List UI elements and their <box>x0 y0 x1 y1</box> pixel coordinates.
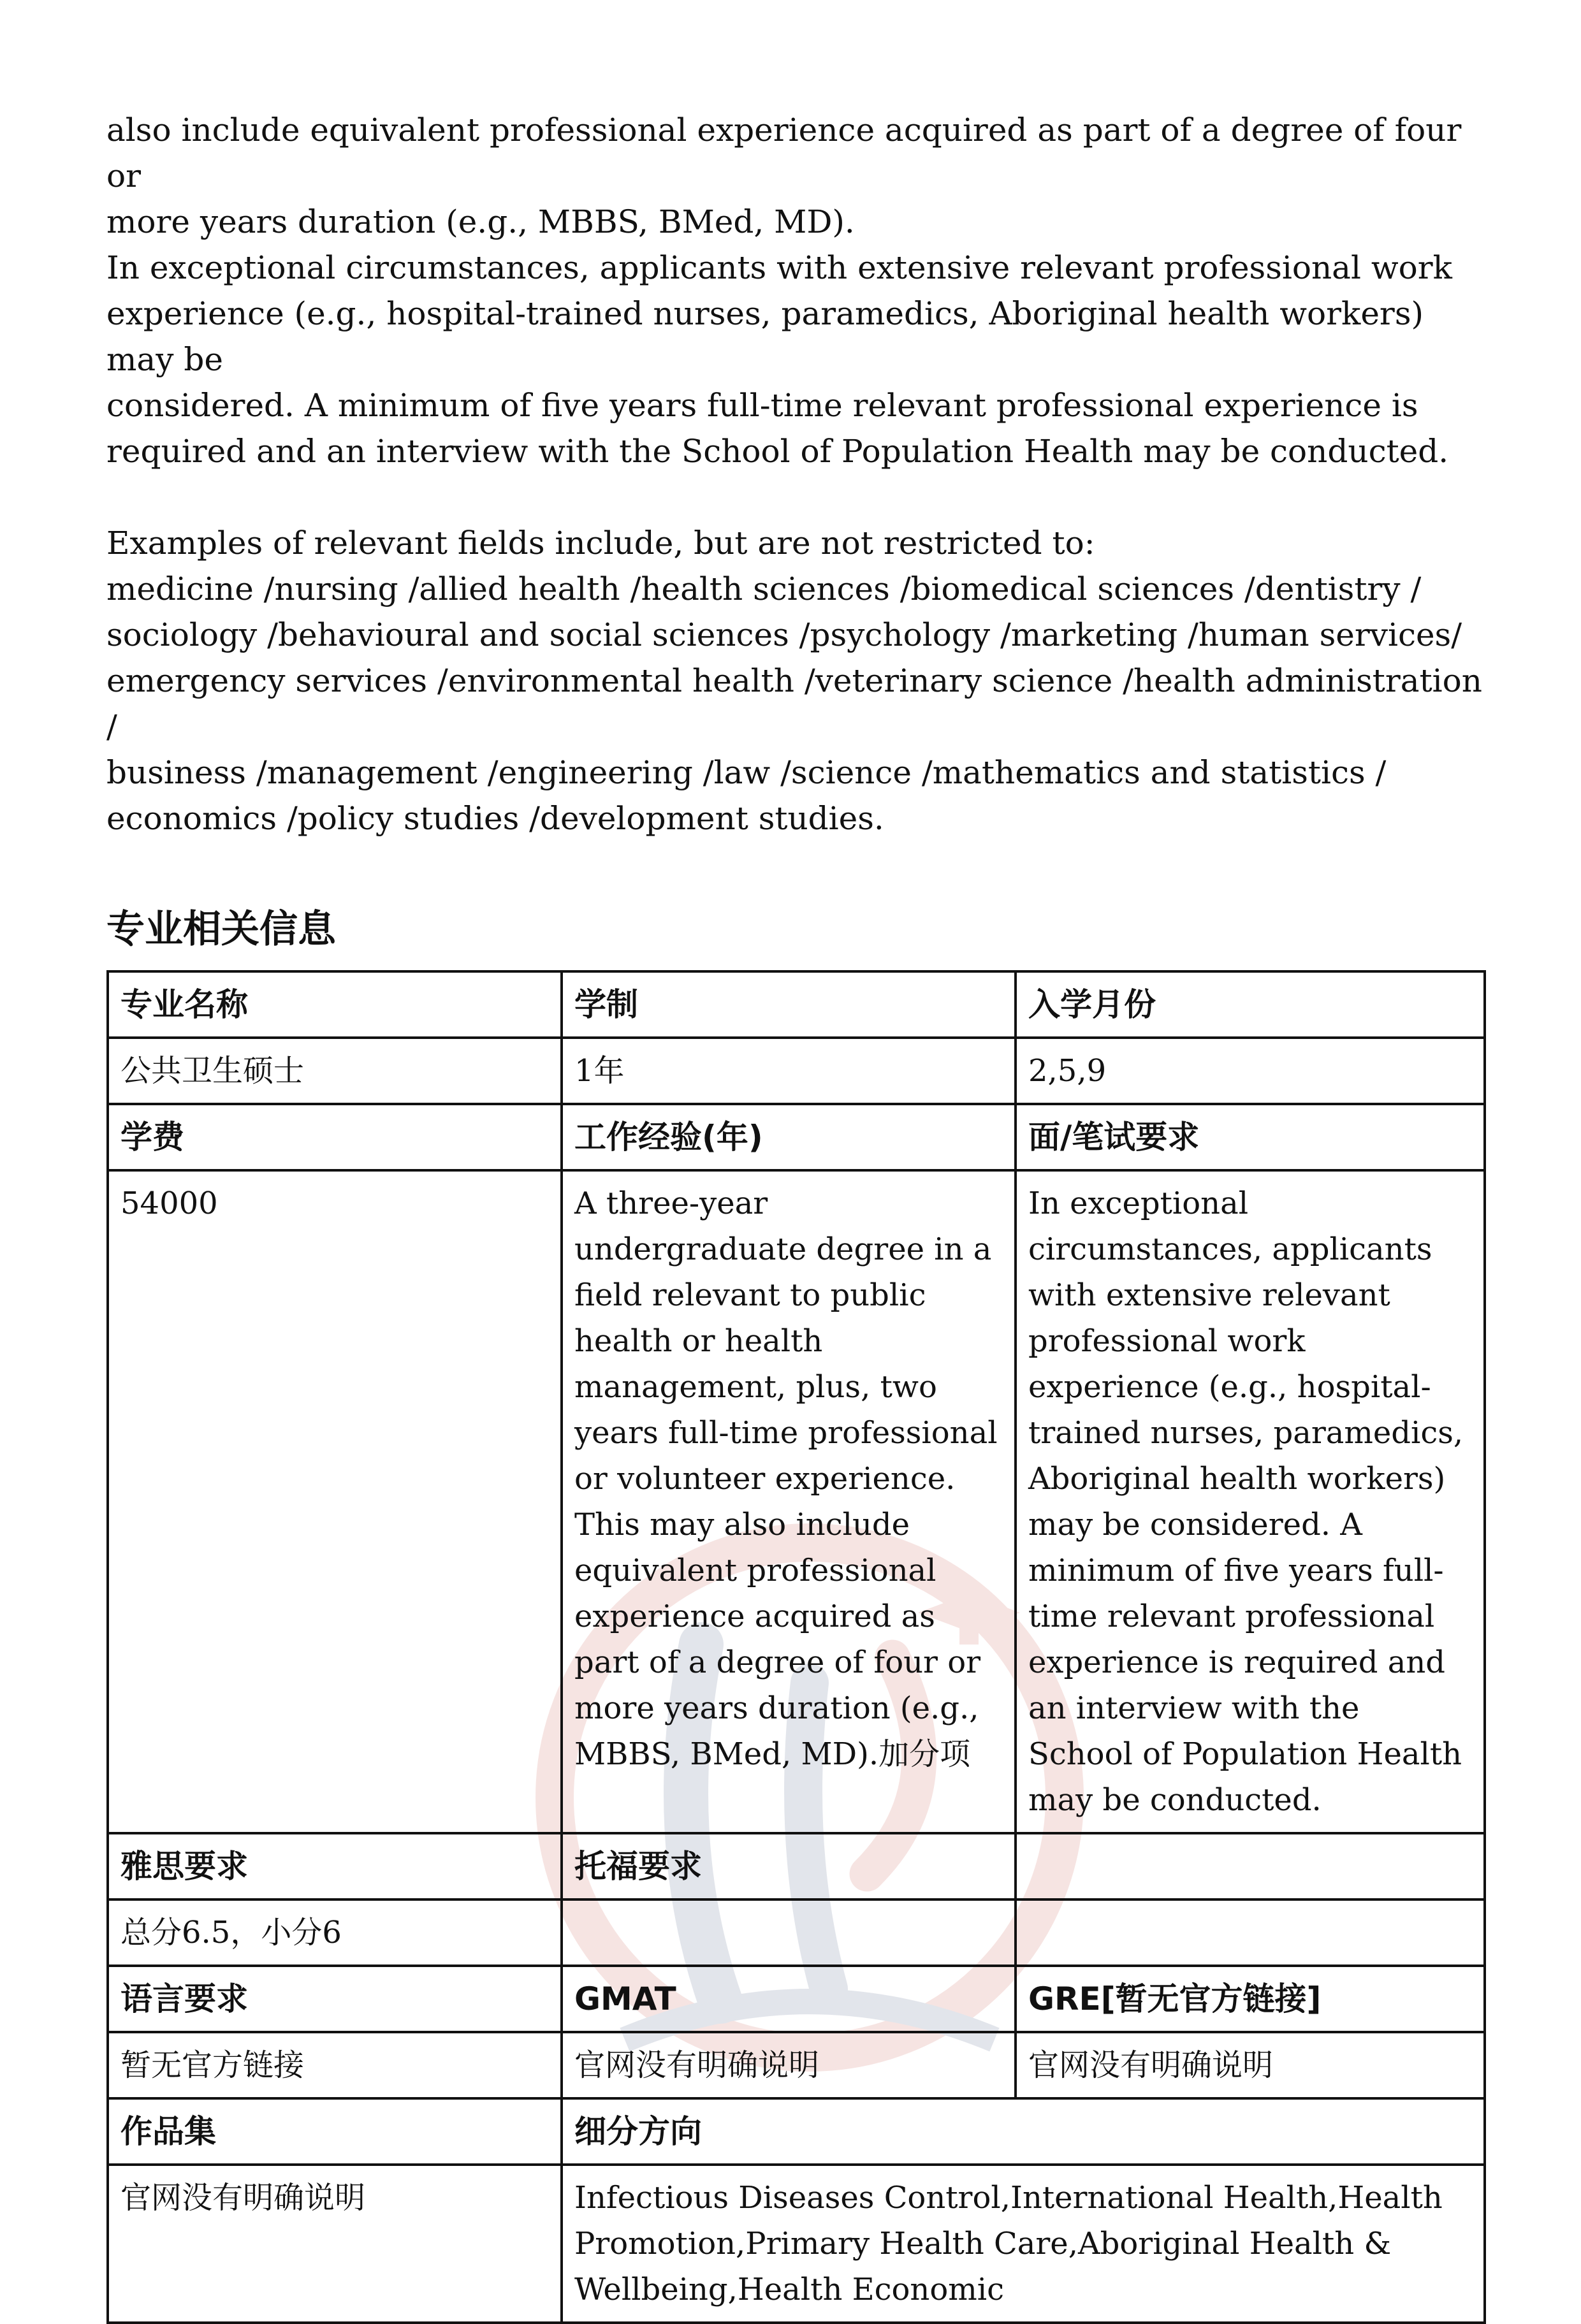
portfolio-header: 作品集 <box>108 2098 562 2165</box>
intro-top <box>106 107 1483 474</box>
intake-value: 2,5,9 <box>1016 1038 1485 1104</box>
gmat-value: 官网没有明确说明 <box>562 2032 1016 2098</box>
work-experience-header: 工作经验(年) <box>562 1104 1016 1170</box>
duration-value: 1年 <box>562 1038 1016 1104</box>
language-header: 语言要求 <box>108 1966 562 2032</box>
work-experience-value: A three-year undergraduate degree in a field relevant to public health or health management, plus, two years full-time professional or volunteer experience. This may also include equivalent professional experience acquired as part of a degree of four or more years duration (e.g., MBBS, BMed, MD).加分项 <box>562 1170 1016 1833</box>
language-value: 暂无官方链接 <box>108 2032 562 2098</box>
empty-cell <box>1016 1899 1485 1966</box>
fields-line: Examples of relevant fields include, but are not restricted to: <box>106 525 1095 562</box>
intro-line: In exceptional circumstances, applicants with extensive relevant professional work <box>106 249 1452 286</box>
fields-line: sociology /behavioural and social sciences /psychology /marketing /human services/ <box>106 616 1462 653</box>
specialization-header: 细分方向 <box>562 2098 1485 2165</box>
table-row <box>108 971 1485 1038</box>
interview-value: In exceptional circumstances, applicants with extensive relevant professional work experience (e.g., hospital-trained nurses, paramedics, Aboriginal health workers) may be considered. A minimum of five years full-time relevant professional experience is required and an interview with the School of Population Health may be conducted. <box>1016 1170 1485 1833</box>
intro-line: also include equivalent professional experience acquired as part of a degree of four or <box>106 112 1462 194</box>
program-info-table <box>106 970 1486 2324</box>
gmat-header: GMAT <box>562 1966 1016 2032</box>
section-title: 专业相关信息 <box>106 907 336 952</box>
intro-line: more years duration (e.g., MBBS, BMed, MD). <box>106 203 855 240</box>
duration-header: 学制 <box>562 971 1016 1038</box>
toefl-header: 托福要求 <box>562 1833 1016 1899</box>
fields-line: medicine /nursing /allied health /health sciences /biomedical sciences /dentistry / <box>106 570 1422 607</box>
specialization-value: Infectious Diseases Control,International Health,Health Promotion,Primary Health Care,Aboriginal Health & Wellbeing,Health Economic <box>562 2165 1485 2323</box>
fields-line: business /management /engineering /law /science /mathematics and statistics / <box>106 754 1387 791</box>
table-row <box>108 1170 1485 1833</box>
ielts-value: 总分6.5，小分6 <box>108 1899 562 1966</box>
fields-line: emergency services /environmental health /veterinary science /health administration / <box>106 662 1482 745</box>
table-row <box>108 1833 1485 1899</box>
table-row <box>108 2165 1485 2323</box>
fields-line: economics /policy studies /development studies. <box>106 800 884 837</box>
intro-line: experience (e.g., hospital-trained nurses, paramedics, Aboriginal health workers) may be <box>106 295 1424 378</box>
table-row <box>108 1899 1485 1966</box>
intro-line: considered. A minimum of five years full-time relevant professional experience is <box>106 387 1418 424</box>
empty-cell <box>562 1899 1016 1966</box>
gre-value: 官网没有明确说明 <box>1016 2032 1485 2098</box>
tuition-value: 54000 <box>108 1170 562 1833</box>
table-row <box>108 2032 1485 2098</box>
program-name-value: 公共卫生硕士 <box>108 1038 562 1104</box>
empty-cell <box>1016 1833 1485 1899</box>
program-name-header: 专业名称 <box>108 971 562 1038</box>
portfolio-value: 官网没有明确说明 <box>108 2165 562 2323</box>
tuition-header: 学费 <box>108 1104 562 1170</box>
table-row <box>108 2098 1485 2165</box>
paragraph-gap <box>106 474 1483 520</box>
intake-header: 入学月份 <box>1016 971 1485 1038</box>
table-row <box>108 1966 1485 2032</box>
document-page <box>106 107 1483 2324</box>
ielts-header: 雅思要求 <box>108 1833 562 1899</box>
gre-header: GRE[暂无官方链接] <box>1016 1966 1485 2032</box>
table-row <box>108 1104 1485 1170</box>
intro-bottom <box>106 520 1483 841</box>
table-row <box>108 1038 1485 1104</box>
intro-line: required and an interview with the School of Population Health may be conducted. <box>106 433 1449 470</box>
interview-header: 面/笔试要求 <box>1016 1104 1485 1170</box>
